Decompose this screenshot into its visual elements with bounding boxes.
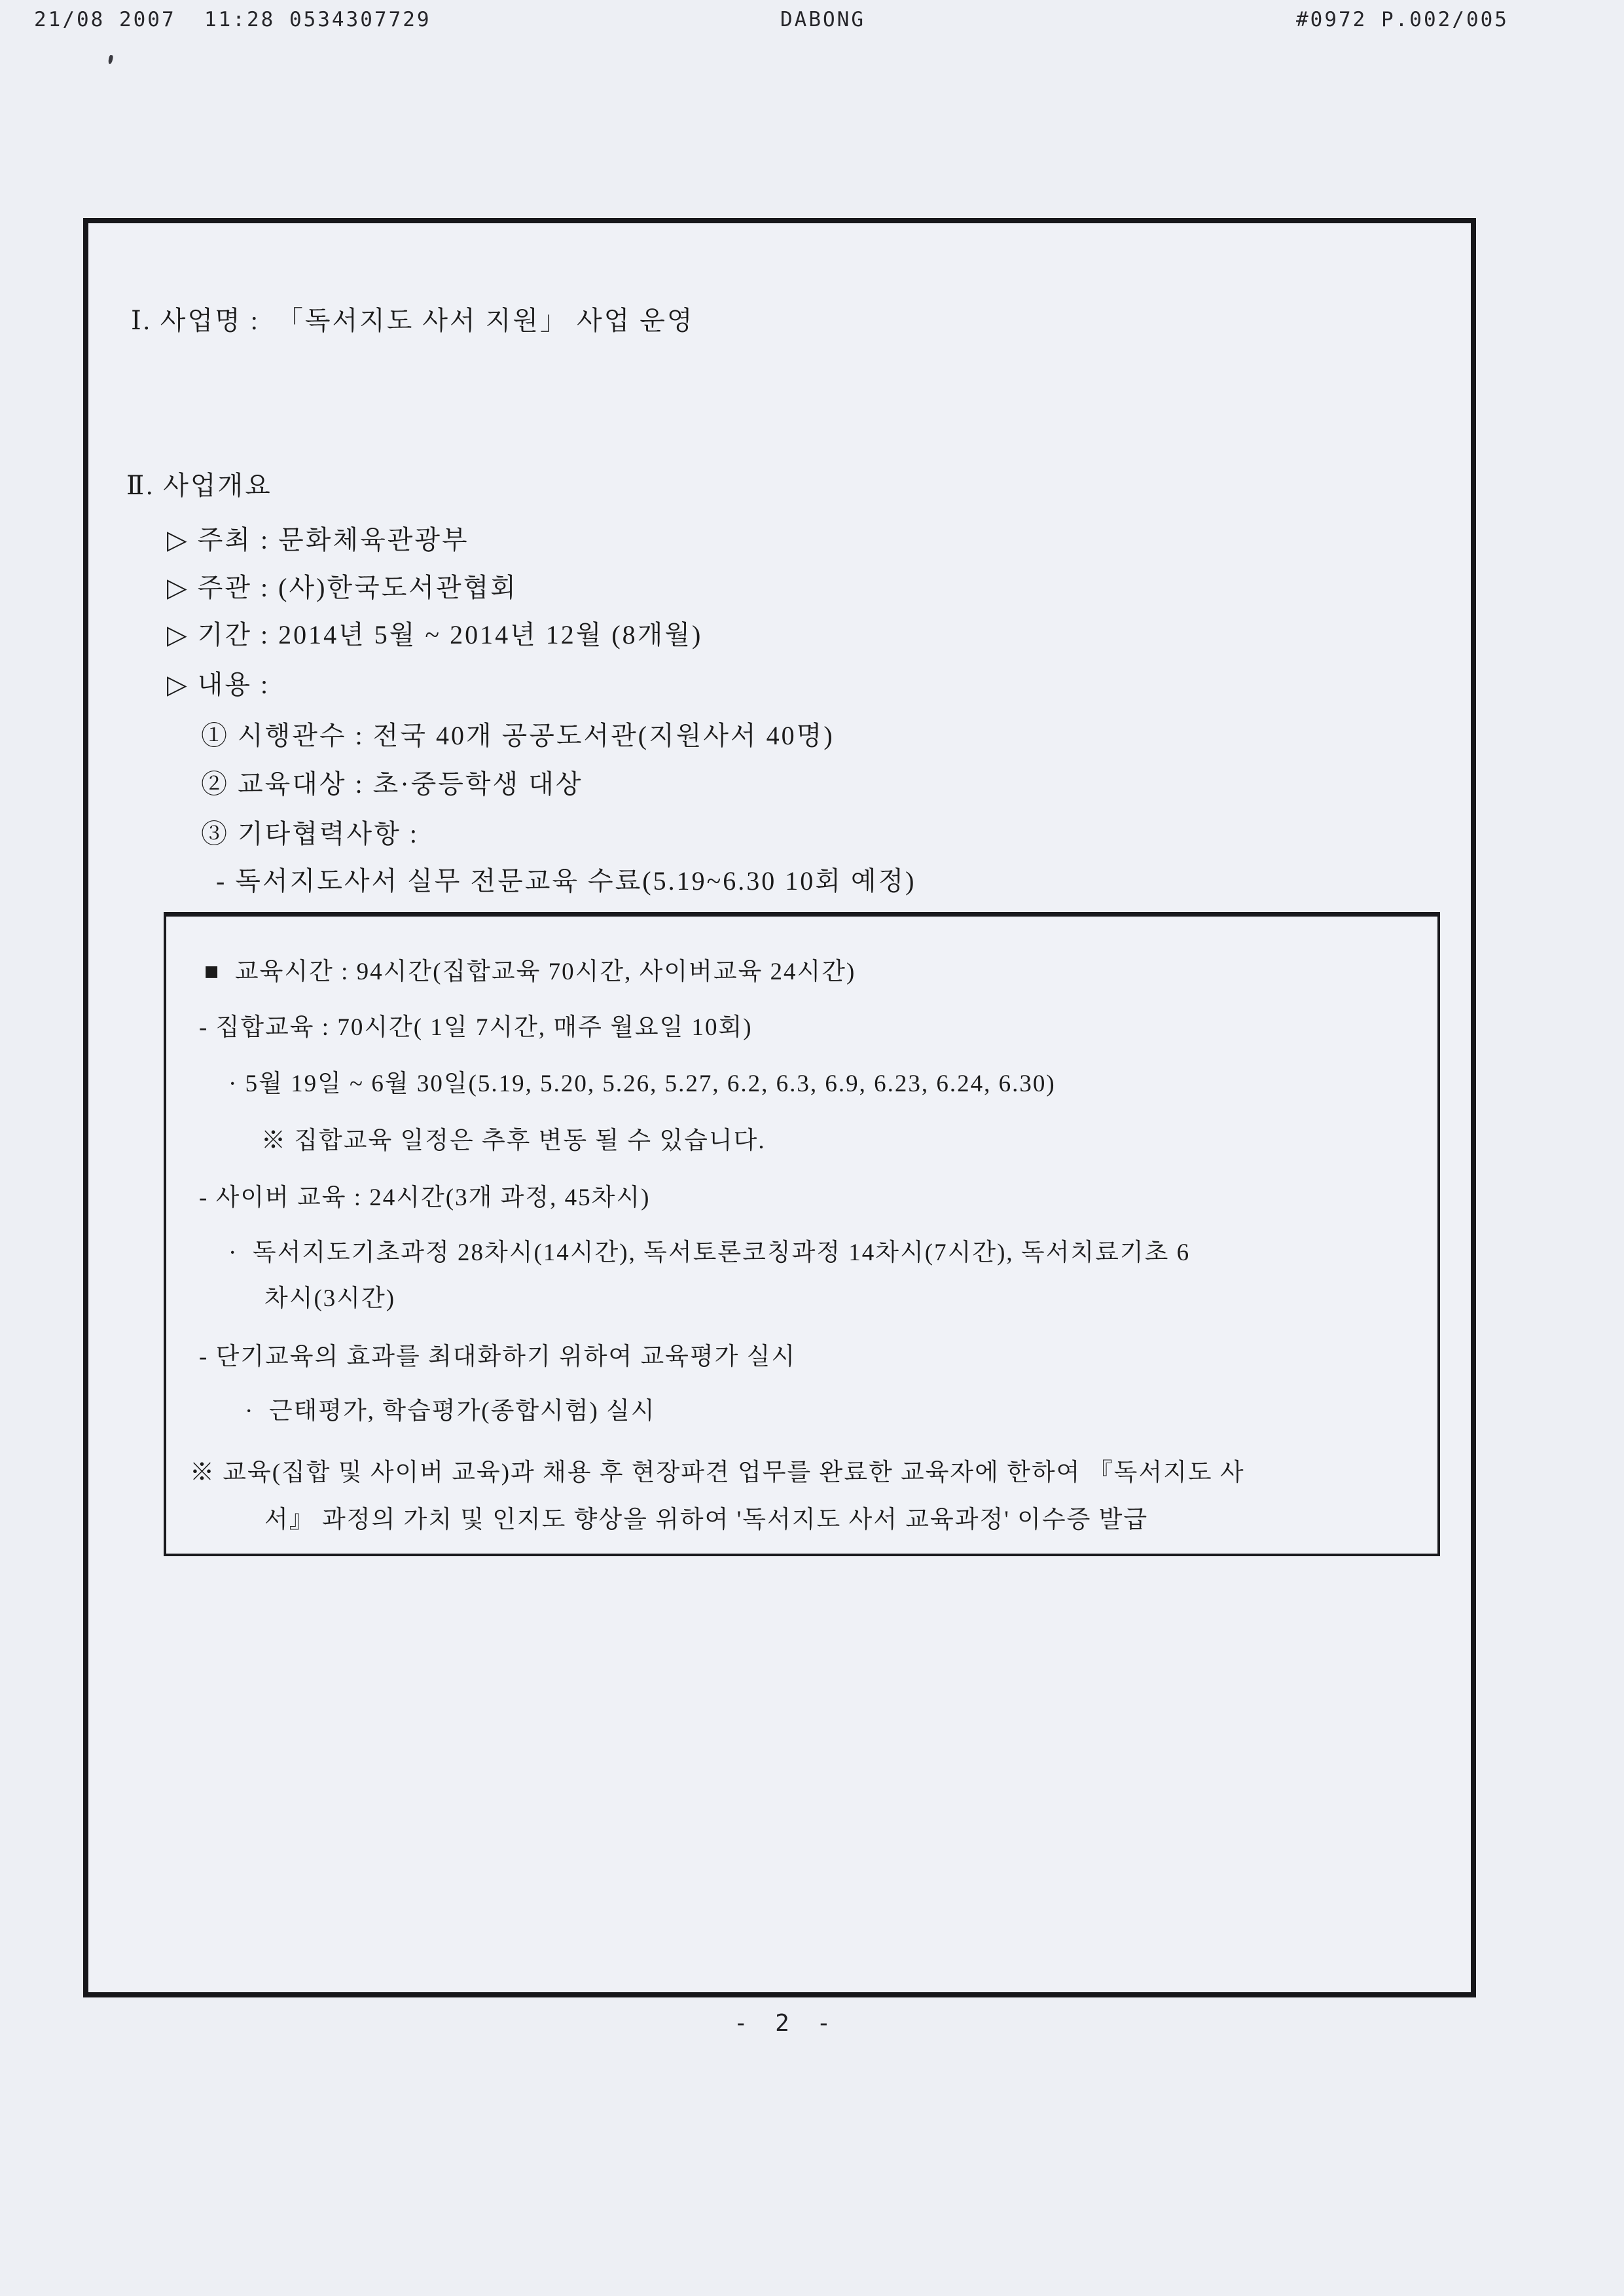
edu-total-hours-line: ■ 교육시간 : 94시간(집합교육 70시간, 사이버교육 24시간)	[204, 958, 856, 985]
edu-group-training-line: - 집합교육 : 70시간( 1일 7시간, 매주 월요일 10회)	[199, 1014, 753, 1041]
edu-certificate-cont: 서』 과정의 가치 및 인지도 향상을 위하여 '독서지도 사서 교육과정' 이수증 발급	[264, 1506, 1149, 1533]
numbered-item-1: ① 시행관수 : 전국 40개 공공도서관(지원사서 40명)	[201, 721, 835, 750]
fax-station-name: DABONG	[780, 8, 865, 31]
edu-course-detail-line: · 독서지도기초과정 28차시(14시간), 독서토론코칭과정 14차시(7시간), 독서치료기초 6	[228, 1239, 1191, 1266]
numbered-item-2: ② 교육대상 : 초·중등학생 대상	[201, 769, 583, 799]
organizer-line: ▷ 주관 : (사)한국도서관협회	[167, 573, 518, 602]
edu-evaluation-line: - 단기교육의 효과를 최대화하기 위하여 교육평가 실시	[199, 1343, 797, 1370]
section-2-title: Ⅱ. 사업개요	[126, 471, 272, 500]
page-number: - 2 -	[733, 2010, 838, 2037]
education-detail-box	[164, 912, 1440, 1556]
edu-certificate-line: ※ 교육(집합 및 사이버 교육)과 채용 후 현장파견 업무를 완료한 교육자에 한하여 『독서지도 사	[190, 1459, 1245, 1486]
fax-date-time-number: 21/08 2007 11:28 0534307729	[34, 8, 431, 31]
scan-artifact-speck	[108, 55, 114, 65]
host-line: ▷ 주최 : 문화체육관광부	[167, 525, 469, 555]
period-line: ▷ 기간 : 2014년 5월 ~ 2014년 12월 (8개월)	[167, 620, 703, 649]
edu-schedule-dates-line: · 5월 19일 ~ 6월 30일(5.19, 5.20, 5.26, 5.27, 6.2, 6.3, 6.9, 6.23, 6.24, 6.30)	[228, 1070, 1056, 1097]
content-label-line: ▷ 내용 :	[167, 670, 270, 699]
section-1-title: Ⅰ. 사업명 : 「독서지도 사서 지원」 사업 운영	[131, 306, 695, 335]
edu-course-detail-cont: 차시(3시간)	[264, 1285, 396, 1312]
dash-note-line: - 독서지도사서 실무 전문교육 수료(5.19~6.30 10회 예정)	[216, 866, 916, 896]
edu-schedule-notice-line: ※ 집합교육 일정은 추후 변동 될 수 있습니다.	[261, 1127, 766, 1154]
edu-evaluation-detail-line: · 근태평가, 학습평가(종합시험) 실시	[245, 1398, 656, 1425]
numbered-item-3: ③ 기타협력사항 :	[201, 819, 419, 848]
edu-cyber-training-line: - 사이버 교육 : 24시간(3개 과정, 45차시)	[199, 1184, 651, 1211]
fax-page-info: #0972 P.002/005	[1296, 8, 1509, 31]
